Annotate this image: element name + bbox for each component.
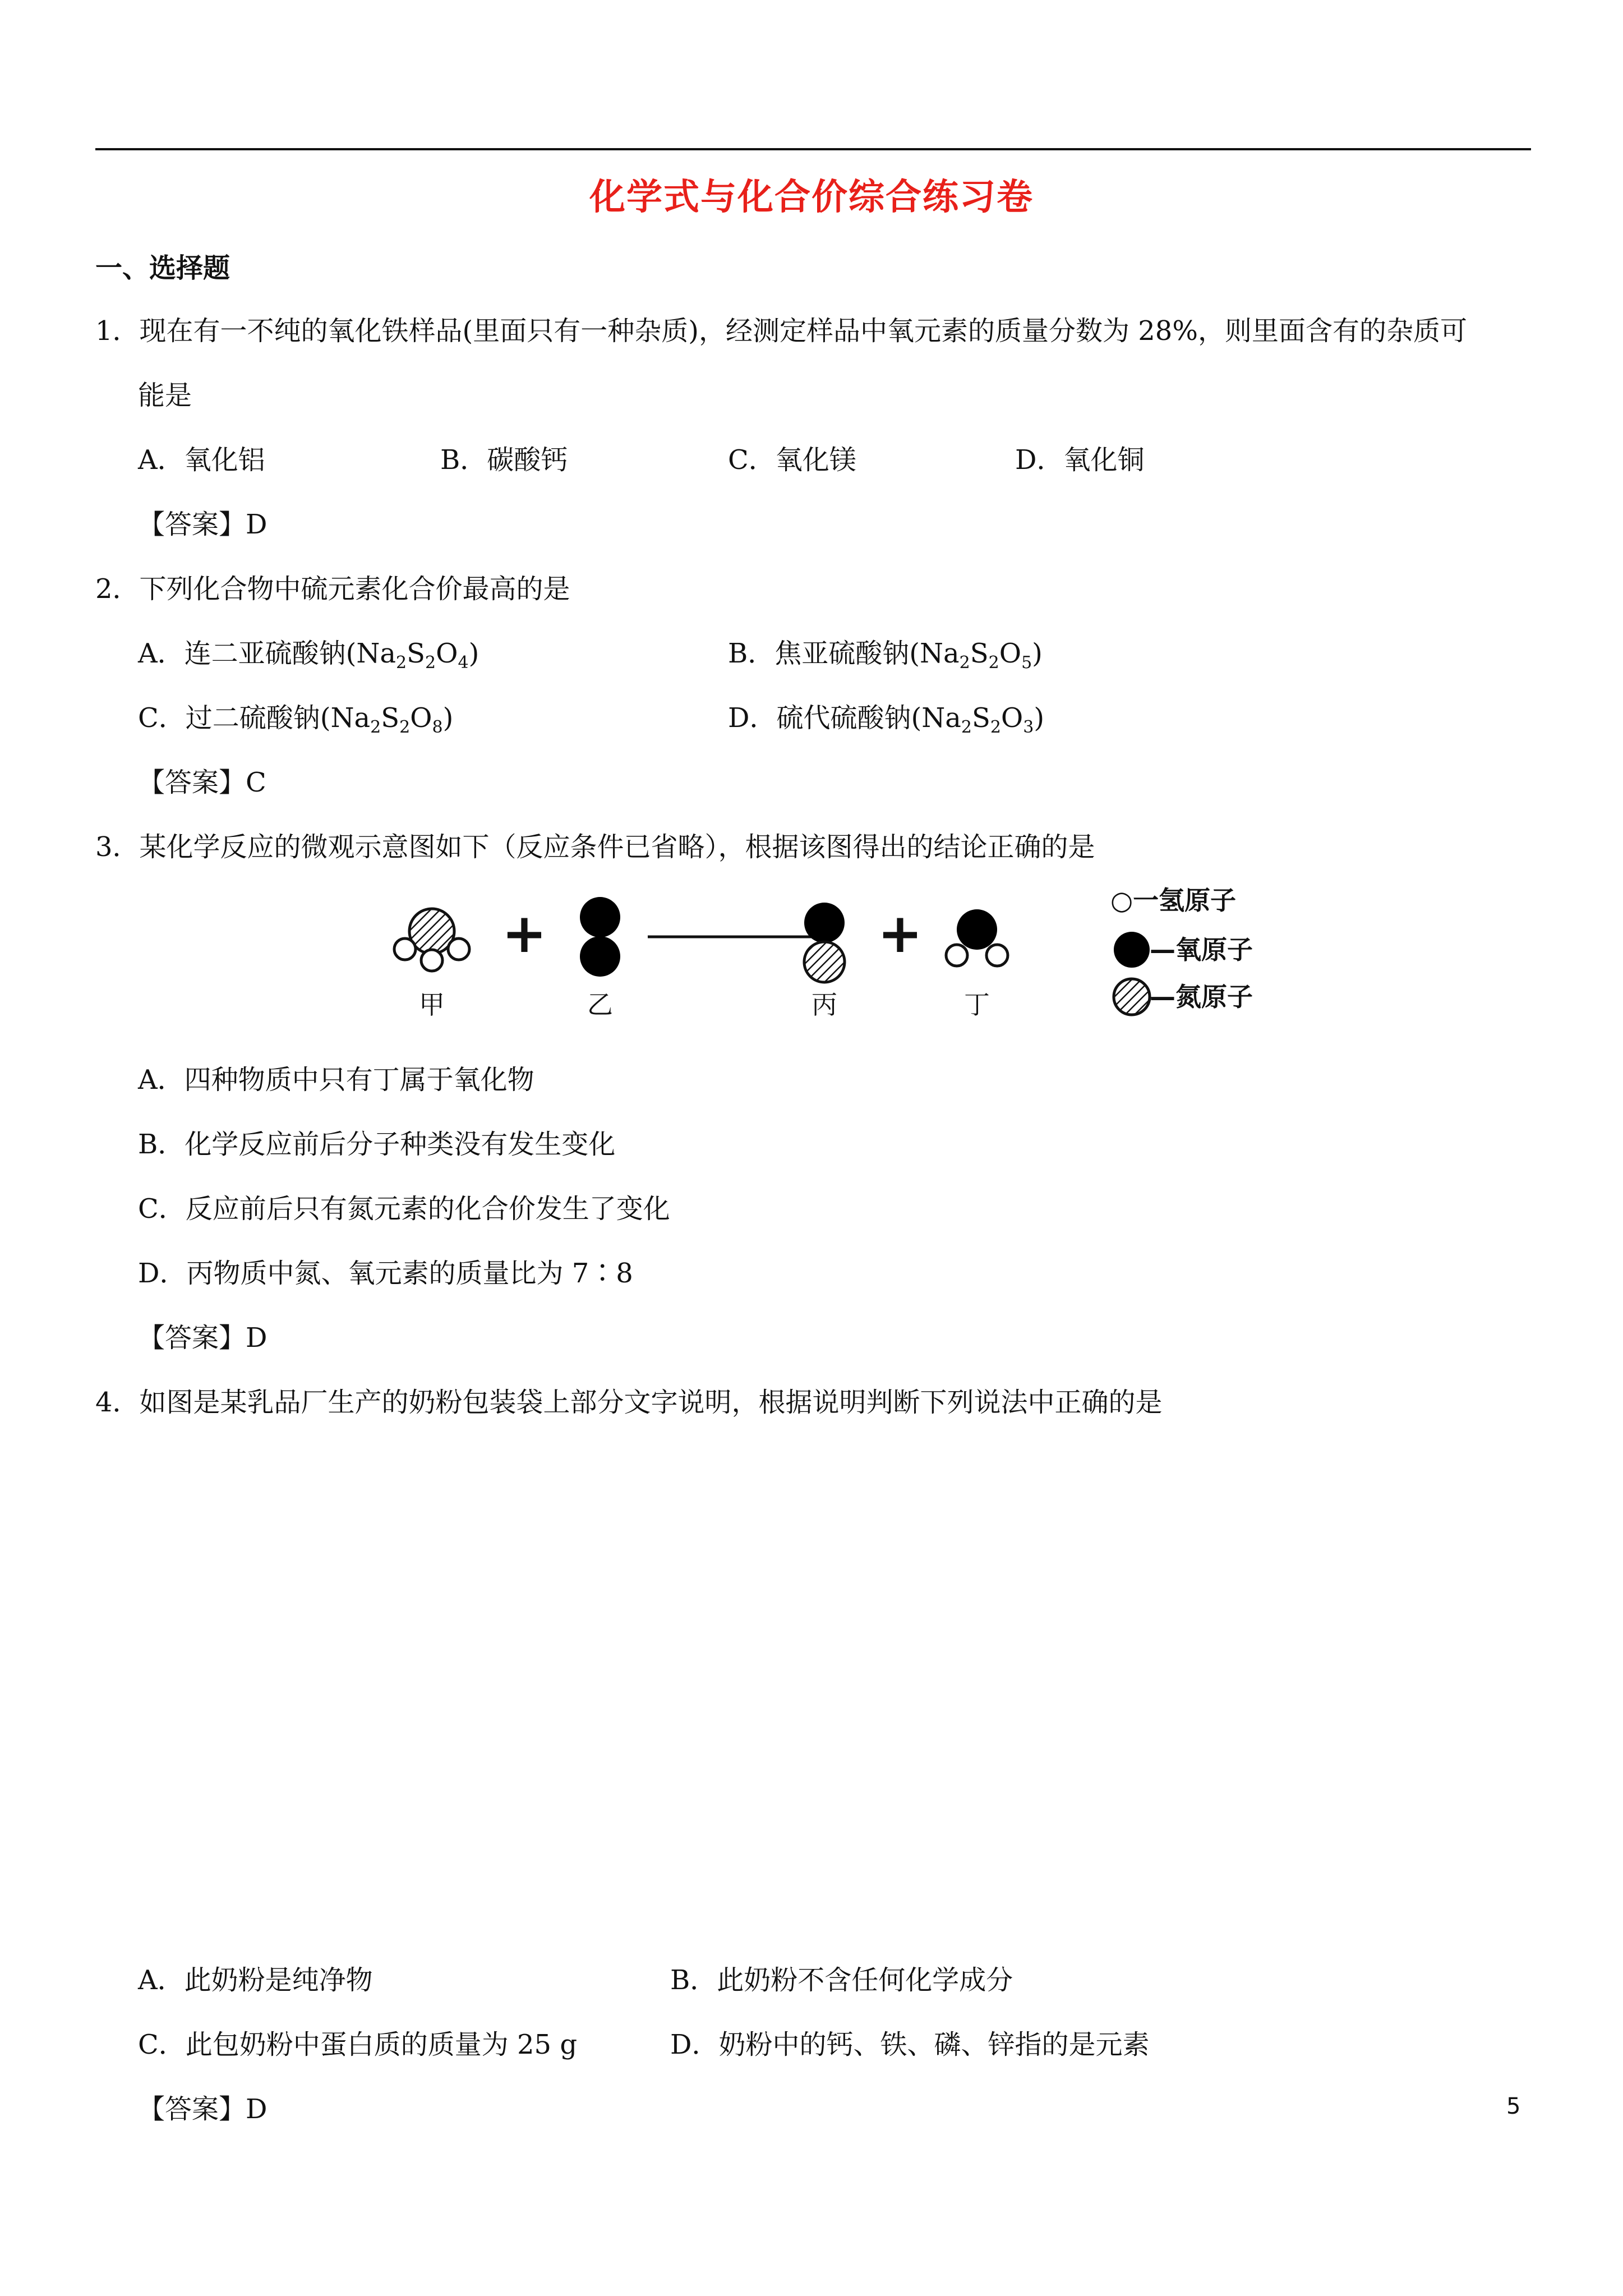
- legend-hydrogen: ○一氢原子: [1110, 885, 1237, 915]
- legend-oxygen: —氧原子: [1150, 935, 1253, 965]
- q3-answer: 【答案】D: [138, 1322, 268, 1354]
- molecule-ding: [946, 909, 1008, 966]
- nitrogen-atom: [804, 942, 845, 982]
- molecule-yi: [580, 897, 620, 977]
- label-yi: 乙: [587, 990, 613, 1020]
- q4-option-a: A．此奶粉是纯净物: [138, 1964, 373, 1996]
- q1-stem-line1: 1．现在有一不纯的氧化铁样品(里面只有一种杂质)，经测定样品中氧元素的质量分数为 28%，则里面含有的杂质可: [95, 315, 1467, 347]
- oxygen-atom: [804, 903, 845, 943]
- q2-answer: 【答案】C: [138, 767, 266, 798]
- molecule-jia: [394, 909, 469, 971]
- q2-option-d: D．硫代硫酸钠$(Na_2S_2O_3)$: [728, 702, 1045, 737]
- molecule-bing: [804, 903, 845, 982]
- q1-answer: 【答案】D: [138, 509, 268, 540]
- q3-option-a: A．四种物质中只有丁属于氧化物: [138, 1064, 534, 1096]
- q3-option-c: C．反应前后只有氮元素的化合价发生了变化: [138, 1193, 670, 1225]
- header-rule: [95, 148, 1531, 150]
- q4-option-b: B．此奶粉不含任何化学成分: [670, 1964, 1013, 1996]
- diagram-legend: [1110, 885, 1253, 1015]
- q3-stem: 3．某化学反应的微观示意图如下（反应条件已省略），根据该图得出的结论正确的是: [95, 831, 1095, 863]
- reaction-diagram: [376, 878, 1284, 1029]
- label-jia: 甲: [419, 990, 445, 1020]
- plus-sign: +: [501, 902, 547, 965]
- q2-option-c: C．过二硫酸钠$(Na_2S_2O_8)$: [138, 702, 454, 737]
- q4-answer: 【答案】D: [138, 2093, 268, 2125]
- q1-option-d: D．氧化铜: [1015, 444, 1145, 476]
- q1-option-b: B．碳酸钙: [440, 444, 568, 476]
- oxygen-atom: [580, 936, 620, 977]
- hydrogen-atom: [986, 945, 1008, 966]
- hydrogen-atom: [946, 945, 967, 966]
- oxygen-atom: [580, 897, 620, 937]
- q4-option-c: C．此包奶粉中蛋白质的质量为 25 g: [138, 2029, 578, 2060]
- hydrogen-atom: [421, 950, 442, 971]
- q3-option-b: B．化学反应前后分子种类没有发生变化: [138, 1129, 616, 1160]
- q4-stem: 4．如图是某乳品厂生产的奶粉包装袋上部分文字说明，根据说明判断下列说法中正确的是: [95, 1387, 1163, 1418]
- legend-nitrogen: —氮原子: [1150, 982, 1253, 1012]
- q2-option-b: B．焦亚硫酸钠$(Na_2S_2O_5)$: [728, 638, 1043, 673]
- legend-nitrogen-swatch: [1114, 979, 1150, 1015]
- q3-option-d: D．丙物质中氮、氧元素的质量比为 7∶8: [138, 1258, 633, 1289]
- page-number: 5: [1506, 2093, 1521, 2119]
- plus-sign: +: [877, 902, 923, 965]
- q2-option-a: A．连二亚硫酸钠$(Na_2S_2O_4)$: [138, 638, 479, 673]
- hydrogen-atom: [448, 938, 469, 960]
- section-heading: 一、选择题: [95, 252, 230, 284]
- label-ding: 丁: [964, 990, 990, 1020]
- q1-option-c: C．氧化镁: [728, 444, 856, 476]
- q4-option-d: D．奶粉中的钙、铁、磷、锌指的是元素: [670, 2029, 1150, 2060]
- label-bing: 丙: [811, 990, 837, 1020]
- q2-stem: 2．下列化合物中硫元素化合价最高的是: [95, 573, 570, 605]
- q1-stem-line2: 能是: [138, 380, 192, 411]
- hydrogen-atom: [394, 938, 416, 960]
- oxygen-atom: [957, 909, 997, 950]
- q1-option-a: A．氧化铝: [138, 444, 265, 476]
- reaction-arrow: [648, 930, 834, 944]
- legend-oxygen-swatch: [1114, 932, 1150, 968]
- page-title: 化学式与化合价综合练习卷: [589, 177, 1034, 218]
